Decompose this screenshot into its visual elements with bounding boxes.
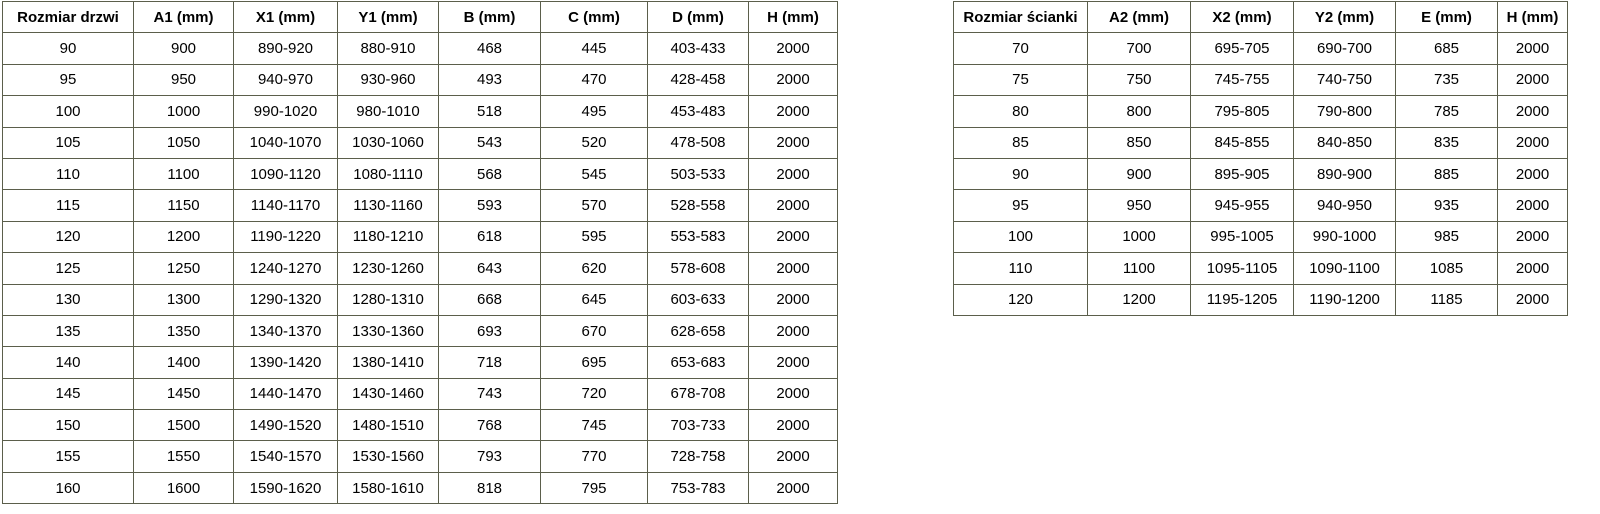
table-cell: 940-950 <box>1294 190 1396 221</box>
header-cell: B (mm) <box>439 2 541 33</box>
wall-size-table <box>953 1 1568 316</box>
table-cell: 1480-1510 <box>338 410 439 441</box>
table-row <box>954 158 1568 189</box>
table-cell: 1000 <box>134 96 234 127</box>
table-row <box>954 284 1568 315</box>
table-cell: 980-1010 <box>338 96 439 127</box>
header-cell: H (mm) <box>749 2 838 33</box>
table-cell: 880-910 <box>338 33 439 64</box>
table-cell: 735 <box>1396 64 1498 95</box>
table-cell: 1240-1270 <box>234 253 338 284</box>
table-cell: 120 <box>3 221 134 252</box>
table-cell: 2000 <box>749 64 838 95</box>
table-cell: 105 <box>3 127 134 158</box>
table-cell: 140 <box>3 347 134 378</box>
table-cell: 890-920 <box>234 33 338 64</box>
table-cell: 110 <box>3 158 134 189</box>
door-table-header <box>3 2 838 33</box>
table-cell: 945-955 <box>1191 190 1294 221</box>
table-cell: 693 <box>439 315 541 346</box>
table-cell: 428-458 <box>648 64 749 95</box>
table-cell: 940-970 <box>234 64 338 95</box>
header-cell: C (mm) <box>541 2 648 33</box>
table-cell: 2000 <box>1498 284 1568 315</box>
table-cell: 1600 <box>134 472 234 503</box>
table-cell: 150 <box>3 410 134 441</box>
table-cell: 1130-1160 <box>338 190 439 221</box>
table-cell: 528-558 <box>648 190 749 221</box>
table-cell: 745 <box>541 410 648 441</box>
table-cell: 1350 <box>134 315 234 346</box>
table-cell: 990-1000 <box>1294 221 1396 252</box>
table-cell: 120 <box>954 284 1088 315</box>
table-row <box>3 253 838 284</box>
table-cell: 2000 <box>1498 64 1568 95</box>
table-cell: 2000 <box>749 410 838 441</box>
table-cell: 543 <box>439 127 541 158</box>
table-row <box>3 441 838 472</box>
table-cell: 2000 <box>749 33 838 64</box>
table-cell: 518 <box>439 96 541 127</box>
table-cell: 1490-1520 <box>234 410 338 441</box>
header-cell: H (mm) <box>1498 2 1568 33</box>
table-row <box>3 410 838 441</box>
header-row <box>3 2 838 33</box>
table-cell: 160 <box>3 472 134 503</box>
table-cell: 1100 <box>1088 253 1191 284</box>
table-cell: 990-1020 <box>234 96 338 127</box>
table-cell: 2000 <box>1498 190 1568 221</box>
table-cell: 835 <box>1396 127 1498 158</box>
table-row <box>3 472 838 503</box>
table-cell: 2000 <box>749 127 838 158</box>
table-cell: 845-855 <box>1191 127 1294 158</box>
door-table-body <box>3 33 838 504</box>
table-cell: 703-733 <box>648 410 749 441</box>
table-cell: 520 <box>541 127 648 158</box>
table-cell: 1450 <box>134 378 234 409</box>
table-cell: 1080-1110 <box>338 158 439 189</box>
table-row <box>954 221 1568 252</box>
table-row <box>3 284 838 315</box>
table-cell: 80 <box>954 96 1088 127</box>
table-cell: 95 <box>954 190 1088 221</box>
table-cell: 595 <box>541 221 648 252</box>
table-cell: 495 <box>541 96 648 127</box>
table-cell: 740-750 <box>1294 64 1396 95</box>
table-cell: 885 <box>1396 158 1498 189</box>
table-cell: 2000 <box>1498 221 1568 252</box>
header-cell: X2 (mm) <box>1191 2 1294 33</box>
header-cell: X1 (mm) <box>234 2 338 33</box>
table-row <box>3 127 838 158</box>
table-row <box>3 347 838 378</box>
table-cell: 745-755 <box>1191 64 1294 95</box>
table-row <box>3 158 838 189</box>
table-cell: 1380-1410 <box>338 347 439 378</box>
table-row <box>3 190 838 221</box>
table-row <box>954 190 1568 221</box>
table-cell: 155 <box>3 441 134 472</box>
table-cell: 125 <box>3 253 134 284</box>
table-cell: 2000 <box>749 378 838 409</box>
table-cell: 1440-1470 <box>234 378 338 409</box>
table-cell: 493 <box>439 64 541 95</box>
table-cell: 793 <box>439 441 541 472</box>
table-cell: 1090-1100 <box>1294 253 1396 284</box>
table-cell: 700 <box>1088 33 1191 64</box>
table-cell: 2000 <box>1498 253 1568 284</box>
table-cell: 1200 <box>134 221 234 252</box>
table-cell: 568 <box>439 158 541 189</box>
table-cell: 403-433 <box>648 33 749 64</box>
table-cell: 1000 <box>1088 221 1191 252</box>
table-cell: 90 <box>3 33 134 64</box>
table-row <box>954 96 1568 127</box>
table-cell: 453-483 <box>648 96 749 127</box>
table-cell: 1090-1120 <box>234 158 338 189</box>
table-cell: 728-758 <box>648 441 749 472</box>
table-cell: 603-633 <box>648 284 749 315</box>
table-cell: 2000 <box>749 315 838 346</box>
table-cell: 795-805 <box>1191 96 1294 127</box>
table-cell: 70 <box>954 33 1088 64</box>
table-cell: 85 <box>954 127 1088 158</box>
header-cell: Rozmiar ścianki <box>954 2 1088 33</box>
table-cell: 1390-1420 <box>234 347 338 378</box>
table-cell: 470 <box>541 64 648 95</box>
table-row <box>954 127 1568 158</box>
table-cell: 1330-1360 <box>338 315 439 346</box>
table-cell: 110 <box>954 253 1088 284</box>
table-cell: 1430-1460 <box>338 378 439 409</box>
table-cell: 2000 <box>749 221 838 252</box>
table-cell: 570 <box>541 190 648 221</box>
table-cell: 100 <box>3 96 134 127</box>
table-cell: 445 <box>541 33 648 64</box>
table-cell: 900 <box>134 33 234 64</box>
header-cell: D (mm) <box>648 2 749 33</box>
table-cell: 1290-1320 <box>234 284 338 315</box>
table-cell: 620 <box>541 253 648 284</box>
table-cell: 1100 <box>134 158 234 189</box>
table-cell: 718 <box>439 347 541 378</box>
table-cell: 145 <box>3 378 134 409</box>
table-cell: 753-783 <box>648 472 749 503</box>
table-cell: 1190-1220 <box>234 221 338 252</box>
table-row <box>3 378 838 409</box>
table-cell: 818 <box>439 472 541 503</box>
table-cell: 75 <box>954 64 1088 95</box>
table-cell: 768 <box>439 410 541 441</box>
table-cell: 1040-1070 <box>234 127 338 158</box>
table-cell: 690-700 <box>1294 33 1396 64</box>
table-cell: 645 <box>541 284 648 315</box>
table-cell: 1180-1210 <box>338 221 439 252</box>
table-cell: 1085 <box>1396 253 1498 284</box>
header-cell: A2 (mm) <box>1088 2 1191 33</box>
table-cell: 1300 <box>134 284 234 315</box>
header-cell: Y1 (mm) <box>338 2 439 33</box>
table-cell: 628-658 <box>648 315 749 346</box>
table-cell: 2000 <box>749 253 838 284</box>
table-cell: 668 <box>439 284 541 315</box>
table-cell: 1050 <box>134 127 234 158</box>
table-cell: 1030-1060 <box>338 127 439 158</box>
table-cell: 1590-1620 <box>234 472 338 503</box>
table-cell: 950 <box>1088 190 1191 221</box>
table-cell: 1530-1560 <box>338 441 439 472</box>
table-cell: 1550 <box>134 441 234 472</box>
table-cell: 95 <box>3 64 134 95</box>
table-row <box>954 33 1568 64</box>
table-cell: 130 <box>3 284 134 315</box>
table-cell: 100 <box>954 221 1088 252</box>
header-row <box>954 2 1568 33</box>
table-cell: 468 <box>439 33 541 64</box>
table-cell: 503-533 <box>648 158 749 189</box>
table-cell: 578-608 <box>648 253 749 284</box>
table-cell: 770 <box>541 441 648 472</box>
table-cell: 995-1005 <box>1191 221 1294 252</box>
table-cell: 643 <box>439 253 541 284</box>
table-cell: 2000 <box>749 158 838 189</box>
table-cell: 890-900 <box>1294 158 1396 189</box>
table-cell: 90 <box>954 158 1088 189</box>
table-row <box>3 64 838 95</box>
table-cell: 800 <box>1088 96 1191 127</box>
table-cell: 840-850 <box>1294 127 1396 158</box>
table-cell: 593 <box>439 190 541 221</box>
table-cell: 850 <box>1088 127 1191 158</box>
header-cell: E (mm) <box>1396 2 1498 33</box>
table-cell: 685 <box>1396 33 1498 64</box>
door-size-table <box>2 1 838 504</box>
header-cell: Y2 (mm) <box>1294 2 1396 33</box>
table-cell: 2000 <box>1498 33 1568 64</box>
table-cell: 545 <box>541 158 648 189</box>
table-cell: 618 <box>439 221 541 252</box>
table-cell: 653-683 <box>648 347 749 378</box>
table-cell: 895-905 <box>1191 158 1294 189</box>
table-cell: 2000 <box>1498 96 1568 127</box>
table-cell: 950 <box>134 64 234 95</box>
table-cell: 1150 <box>134 190 234 221</box>
table-cell: 695 <box>541 347 648 378</box>
table-cell: 1185 <box>1396 284 1498 315</box>
table-cell: 1540-1570 <box>234 441 338 472</box>
table-row <box>3 315 838 346</box>
table-cell: 115 <box>3 190 134 221</box>
table-cell: 790-800 <box>1294 96 1396 127</box>
table-cell: 930-960 <box>338 64 439 95</box>
table-cell: 985 <box>1396 221 1498 252</box>
table-cell: 2000 <box>749 472 838 503</box>
table-cell: 1230-1260 <box>338 253 439 284</box>
table-cell: 935 <box>1396 190 1498 221</box>
table-cell: 1200 <box>1088 284 1191 315</box>
table-cell: 1095-1105 <box>1191 253 1294 284</box>
table-row <box>954 253 1568 284</box>
table-cell: 478-508 <box>648 127 749 158</box>
table-cell: 1500 <box>134 410 234 441</box>
table-cell: 1280-1310 <box>338 284 439 315</box>
table-cell: 785 <box>1396 96 1498 127</box>
table-cell: 1190-1200 <box>1294 284 1396 315</box>
table-cell: 1340-1370 <box>234 315 338 346</box>
table-cell: 2000 <box>749 347 838 378</box>
table-cell: 695-705 <box>1191 33 1294 64</box>
header-cell: Rozmiar drzwi <box>3 2 134 33</box>
table-row <box>954 64 1568 95</box>
table-cell: 2000 <box>749 96 838 127</box>
table-cell: 720 <box>541 378 648 409</box>
table-cell: 1250 <box>134 253 234 284</box>
table-cell: 2000 <box>1498 127 1568 158</box>
table-cell: 900 <box>1088 158 1191 189</box>
table-cell: 670 <box>541 315 648 346</box>
table-cell: 1140-1170 <box>234 190 338 221</box>
table-cell: 1580-1610 <box>338 472 439 503</box>
header-cell: A1 (mm) <box>134 2 234 33</box>
table-row <box>3 221 838 252</box>
table-cell: 2000 <box>749 441 838 472</box>
table-row <box>3 33 838 64</box>
table-cell: 1195-1205 <box>1191 284 1294 315</box>
wall-table-body <box>954 33 1568 316</box>
table-cell: 678-708 <box>648 378 749 409</box>
table-cell: 2000 <box>1498 158 1568 189</box>
table-cell: 2000 <box>749 284 838 315</box>
table-cell: 743 <box>439 378 541 409</box>
table-cell: 135 <box>3 315 134 346</box>
table-cell: 553-583 <box>648 221 749 252</box>
table-cell: 2000 <box>749 190 838 221</box>
table-cell: 795 <box>541 472 648 503</box>
table-cell: 1400 <box>134 347 234 378</box>
table-row <box>3 96 838 127</box>
table-cell: 750 <box>1088 64 1191 95</box>
wall-table-header <box>954 2 1568 33</box>
